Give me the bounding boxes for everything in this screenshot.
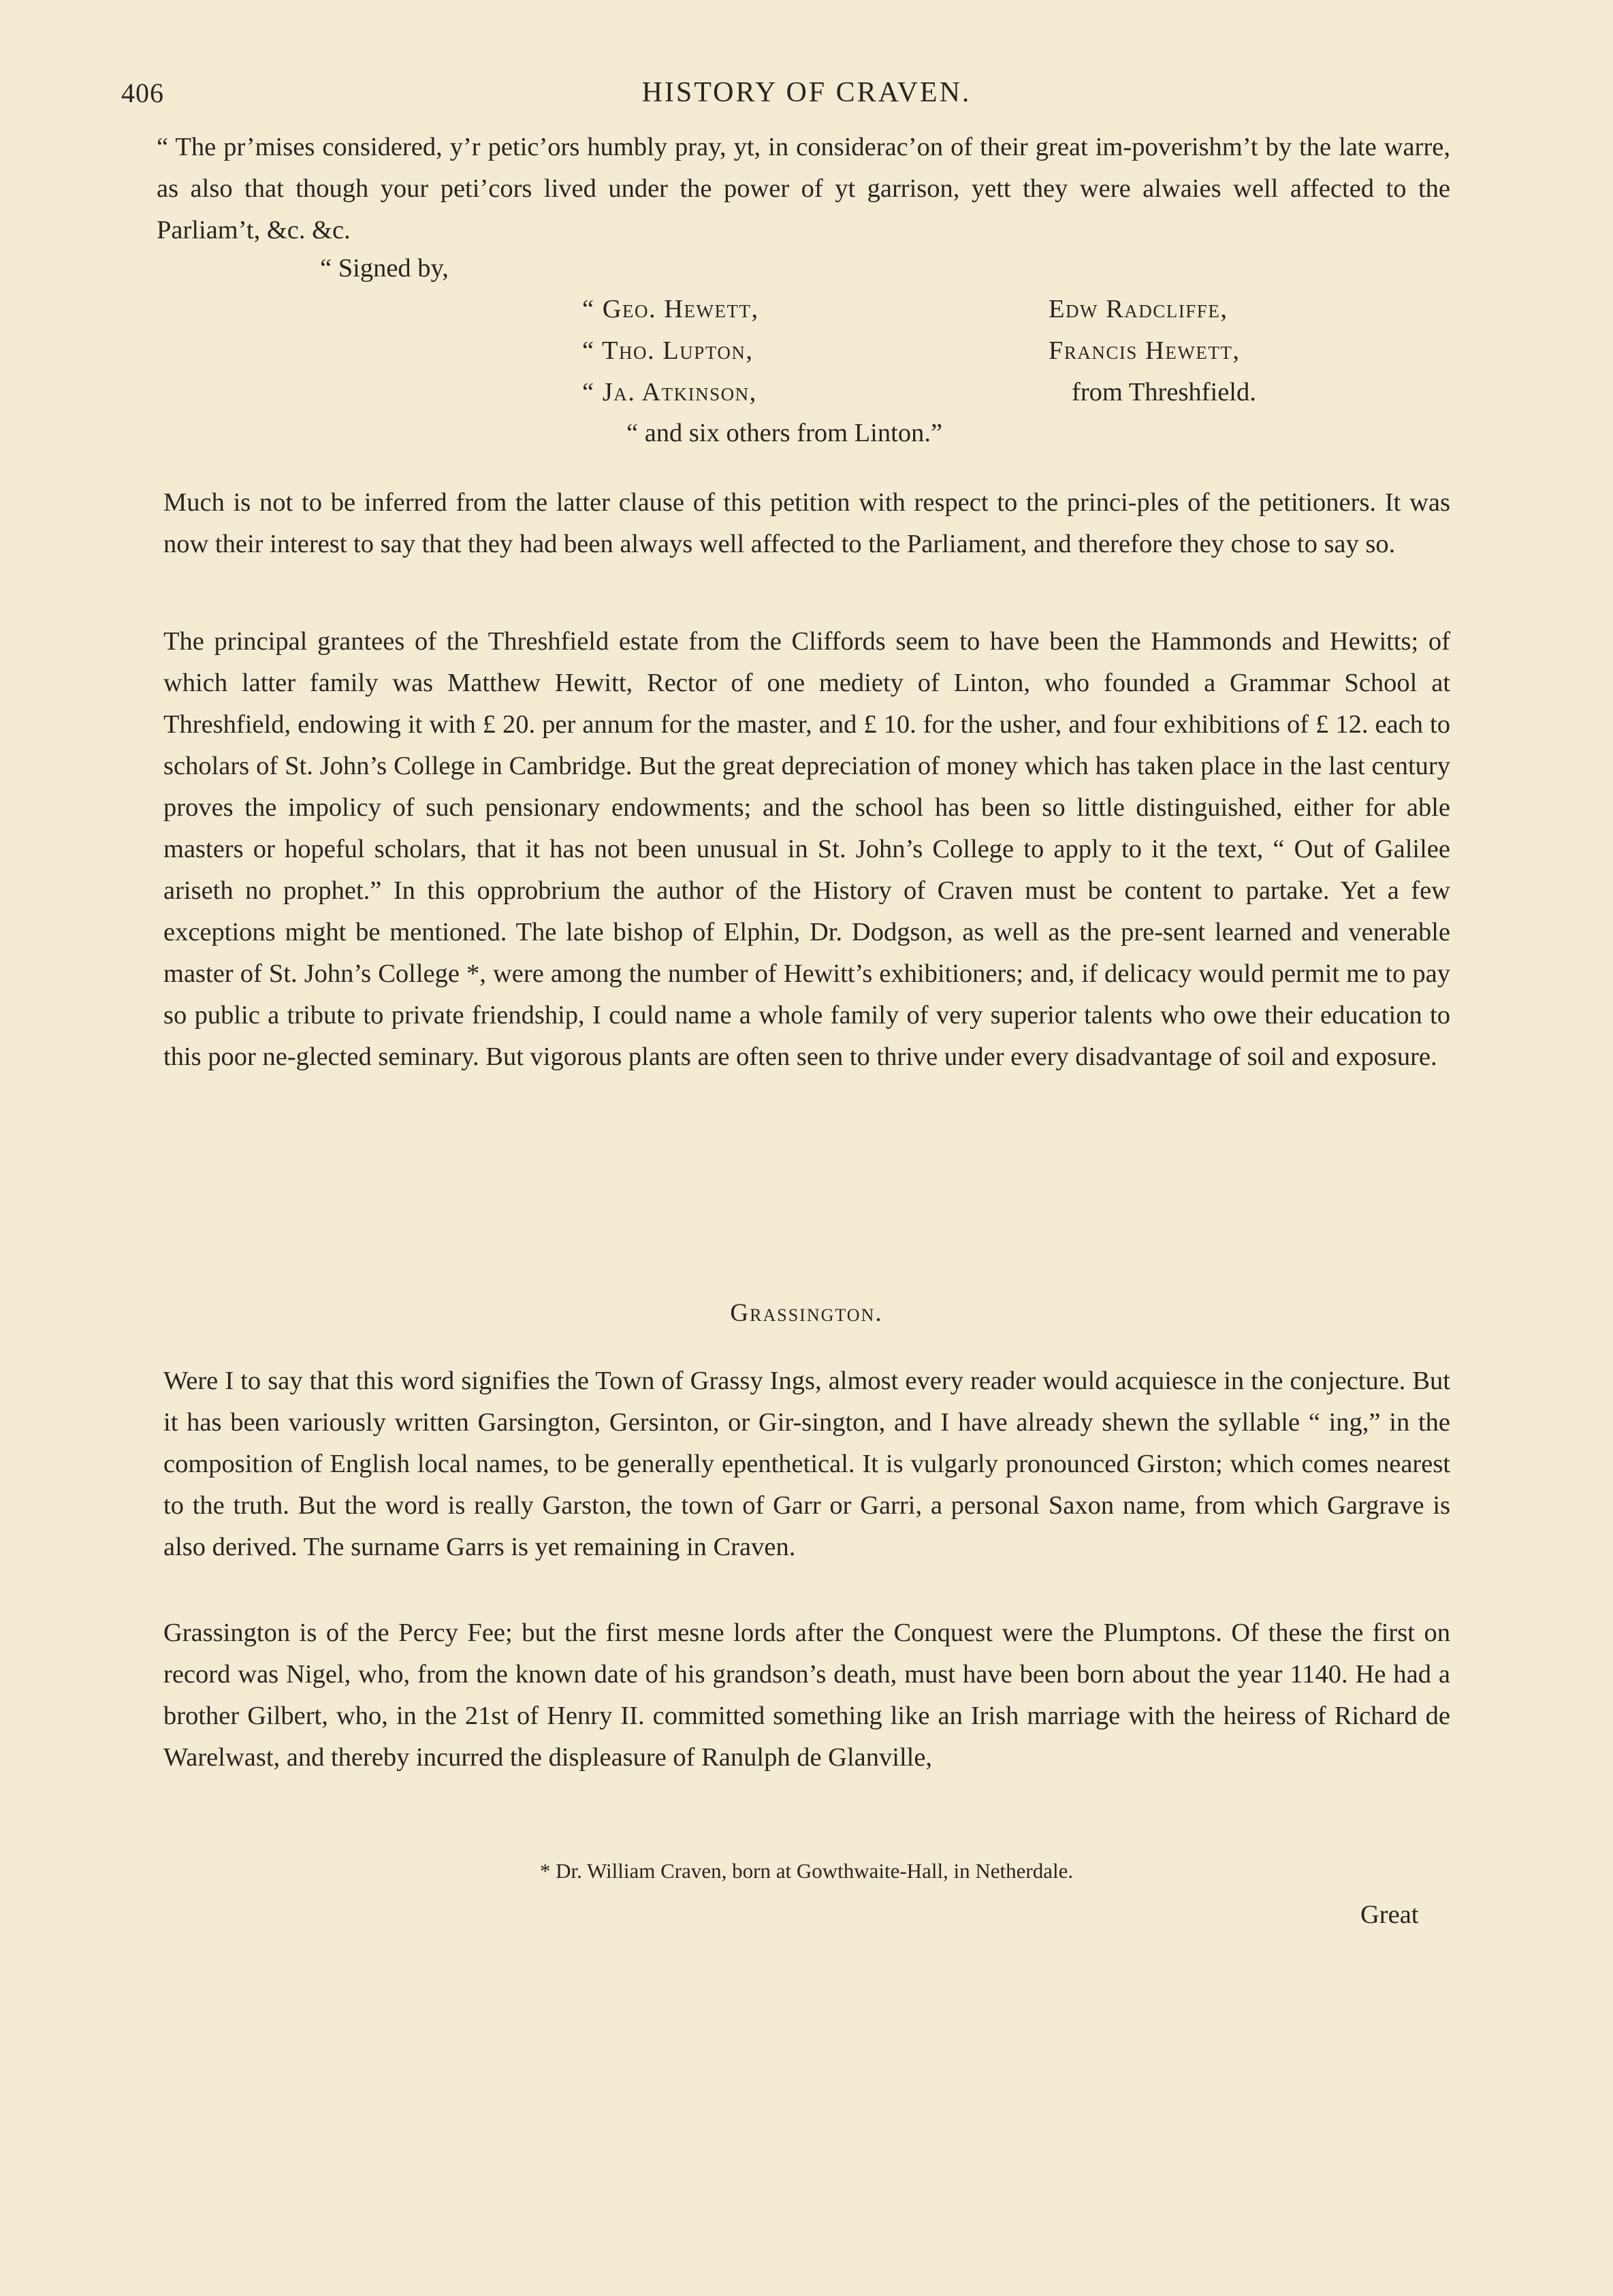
signatory-right-2: Francis Hewett,	[1049, 336, 1241, 365]
paragraph-2	[163, 621, 1450, 1078]
paragraph-1	[163, 482, 1450, 565]
signatory-left-3: “ Ja. Atkinson,	[582, 378, 757, 406]
signed-by: “ Signed by,	[320, 254, 449, 283]
footnote: * Dr. William Craven, born at Gowthwaite-Hall, in Netherdale.	[539, 1859, 1074, 1883]
paragraph-text: Grassington is of the Percy Fee; but the first mesne lords after the Conquest were the Plumptons. Of these the first on record was Nigel, who, from the known date of his grandson’s death, must have been born about the year 1140. He had a brother Gilbert, who, in the 21st of Henry II. committed something like an Irish marriage with the heiress of Richard de Warelwast, and thereby incurred the displeasure of Ranulph de Glanville,	[163, 1619, 1450, 1772]
running-title: HISTORY OF CRAVEN.	[641, 77, 972, 108]
signatory-right-1: Edw Radcliffe,	[1049, 295, 1228, 323]
catchword: Great	[1360, 1900, 1419, 1929]
paragraph-text: Much is not to be inferred from the latter clause of this petition with respect to the princi-ples of the petitioners. It was now their interest to say that they had been always well affected to the Parliament, and therefore they chose to say so.	[163, 488, 1450, 558]
signatory-right-3: from Threshfield.	[1072, 378, 1256, 406]
section-paragraph-2	[163, 1612, 1450, 1779]
page-number: 406	[121, 78, 164, 108]
petition-text: “ The pr’mises considered, y’r petic’ors humbly pray, yt, in considerac’on of their great im-poverishm’t by the late warre, as also that though your peti’cors lived under the power of yt garrison, yett they were alwaies well affected to the Parliam’t, &c. &c.	[157, 133, 1450, 244]
petition-closing: “ and six others from Linton.”	[626, 419, 943, 447]
section-paragraph-1	[163, 1360, 1450, 1568]
paragraph-text: Were I to say that this word signifies the Town of Grassy Ings, almost every reader would acquiesce in the conjecture. But it has been variously written Garsington, Gersinton, or Gir-sington, and I have already shewn the syllable “ ing,” in the composition of English local names, to be generally epenthetical. It is vulgarly pronounced Girston; which comes nearest to the truth. But the word is really Garston, the town of Garr or Garri, a personal Saxon name, from which Gargrave is also derived. The surname Garrs is yet remaining in Craven.	[163, 1367, 1450, 1561]
section-heading: Grassington.	[730, 1299, 883, 1327]
signatory-left-2: “ Tho. Lupton,	[582, 336, 754, 365]
petition-paragraph	[157, 127, 1450, 251]
paragraph-text: The principal grantees of the Threshfield estate from the Cliffords seem to have been the Hammonds and Hewitts; of which latter family was Matthew Hewitt, Rector of one mediety of Linton, who founded a Grammar School at Threshfield, endowing it with £ 20. per annum for the master, and £ 10. for the usher, and four exhibitions of £ 12. each to scholars of St. John’s College in Cambridge. But the great depreciation of money which has taken place in the last century proves the impolicy of such pensionary endowments; and the school has been so little distinguished, either for able masters or hopeful scholars, that it has not been unusual in St. John’s College to apply to it the text, “ Out of Galilee ariseth no prophet.” In this opprobrium the author of the History of Craven must be content to partake. Yet a few exceptions might be mentioned. The late bishop of Elphin, Dr. Dodgson, as well as the pre-sent learned and venerable master of St. John’s College *, were among the number of Hewitt’s exhibitioners; and, if delicacy would permit me to pay so public a tribute to private friendship, I could name a whole family of very superior talents who owe their education to this poor ne-glected seminary. But vigorous plants are often seen to thrive under every disadvantage of soil and exposure.	[163, 627, 1450, 1071]
signatory-left-1: “ Geo. Hewett,	[582, 295, 759, 323]
